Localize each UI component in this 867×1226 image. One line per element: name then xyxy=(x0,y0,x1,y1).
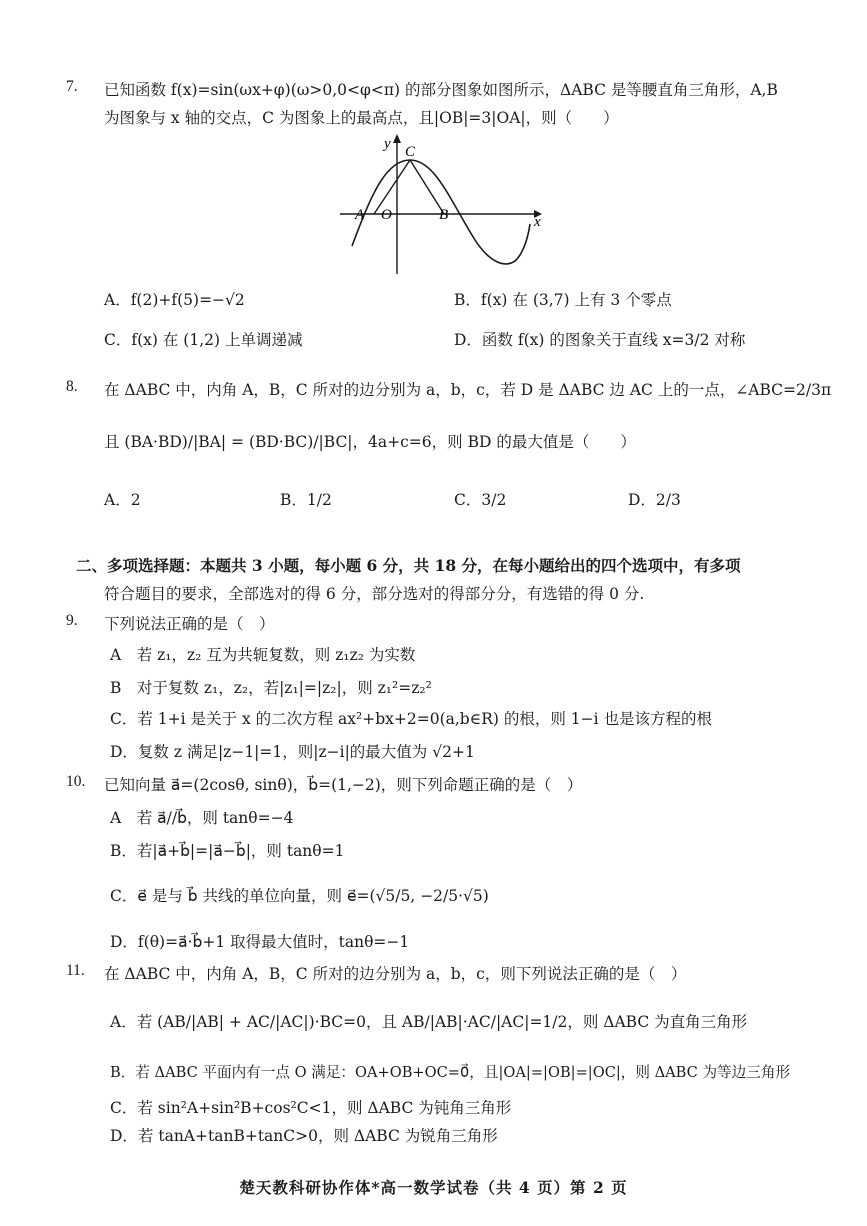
label-c: C xyxy=(405,144,416,160)
q7-option-b: B．f(x) 在 (3,7) 上有 3 个零点 xyxy=(454,291,672,309)
q8-stem-line2: 且 (BA·BD)/|BA| = (BD·BC)/|BC|，4a+c=6，则 BD 的最大值是（ ） xyxy=(104,433,636,451)
q10-number: 10. xyxy=(66,773,86,790)
q8-option-a: A．2 xyxy=(104,491,141,509)
q7-sine-graph xyxy=(340,128,550,278)
q8-number: 8. xyxy=(66,378,78,395)
q10-option-a: A 若 a⃗//b⃗，则 tanθ=−4 xyxy=(110,809,294,827)
label-y: y xyxy=(384,136,391,152)
q8-option-c: C．3/2 xyxy=(454,491,507,509)
q7-number: 7. xyxy=(66,78,78,95)
q9-option-b: B 对于复数 z₁，z₂，若|z₁|=|z₂|，则 z₁²=z₂² xyxy=(110,679,432,697)
q9-option-c: C．若 1+i 是关于 x 的二次方程 ax²+bx+2=0(a,b∈R) 的根，则 1−i 也是该方程的根 xyxy=(110,710,713,728)
section2-heading-line2: 符合题目的要求，全部选对的得 6 分，部分选对的得部分分，有选错的得 0 分. xyxy=(104,585,645,603)
q10-option-b: B．若|a⃗+b⃗|=|a⃗−b⃗|，则 tanθ=1 xyxy=(110,842,345,860)
q10-option-c: C．e⃗ 是与 b⃗ 共线的单位向量，则 e⃗=(√5/5, −2/5·√5) xyxy=(110,887,489,905)
q9-option-d: D．复数 z 满足|z−1|=1，则|z−i|的最大值为 √2+1 xyxy=(110,743,475,761)
q9-number: 9. xyxy=(66,612,78,629)
q7-stem-line1: 已知函数 f(x)=sin(ωx+φ)(ω>0,0<φ<π) 的部分图象如图所示，ΔABC 是等腰直角三角形，A,B xyxy=(104,81,778,99)
q11-option-a: A．若 (AB/|AB| + AC/|AC|)·BC=0，且 AB/|AB|·AC/|AC|=1/2，则 ΔABC 为直角三角形 xyxy=(110,1013,748,1031)
q10-option-d: D．f(θ)=a⃗·b⃗+1 取得最大值时，tanθ=−1 xyxy=(110,933,410,951)
q11-number: 11. xyxy=(66,962,85,979)
triangle-side-cb xyxy=(410,160,444,214)
label-b: B xyxy=(439,207,449,223)
q8-stem-line1: 在 ΔABC 中，内角 A，B，C 所对的边分别为 a，b，c，若 D 是 ΔABC 边 AC 上的一点，∠ABC=2/3π xyxy=(104,381,832,399)
label-x: x xyxy=(534,214,541,230)
q7-option-a: A．f(2)+f(5)=−√2 xyxy=(104,291,245,309)
q9-option-a: A 若 z₁，z₂ 互为共轭复数，则 z₁z₂ 为实数 xyxy=(110,646,416,664)
q9-stem: 下列说法正确的是（ ） xyxy=(104,615,275,633)
y-axis-arrow xyxy=(393,134,401,143)
q11-option-d: D．若 tanA+tanB+tanC>0，则 ΔABC 为锐角三角形 xyxy=(110,1127,498,1145)
q7-option-c: C．f(x) 在 (1,2) 上单调递减 xyxy=(104,331,303,349)
page-footer: 楚天教科研协作体*高一数学试卷（共 4 页）第 2 页 xyxy=(239,1178,628,1197)
q11-option-c: C．若 sin²A+sin²B+cos²C<1，则 ΔABC 为钝角三角形 xyxy=(110,1099,512,1117)
q10-stem: 已知向量 a⃗=(2cosθ, sinθ)，b⃗=(1,−2)，则下列命题正确的是（ ） xyxy=(104,776,583,794)
q11-option-b: B．若 ΔABC 平面内有一点 O 满足：OA+OB+OC=0⃗，且|OA|=|OB|=|OC|，则 ΔABC 为等边三角形 xyxy=(110,1064,791,1081)
q8-option-d: D．2/3 xyxy=(628,491,681,509)
section2-heading-line1: 二、多项选择题：本题共 3 小题，每小题 6 分，共 18 分，在每小题给出的四个选项中，有多项 xyxy=(76,556,741,575)
q8-option-b: B．1/2 xyxy=(280,491,332,509)
label-a: A xyxy=(355,207,365,223)
q7-option-d: D．函数 f(x) 的图象关于直线 x=3/2 对称 xyxy=(454,331,746,349)
label-o: O xyxy=(381,207,392,223)
q7-stem-line2: 为图象与 x 轴的交点，C 为图象上的最高点，且|OB|=3|OA|，则（ ） xyxy=(104,109,619,127)
q11-stem: 在 ΔABC 中，内角 A，B，C 所对的边分别为 a，b，c，则下列说法正确的是（ ） xyxy=(104,965,687,983)
